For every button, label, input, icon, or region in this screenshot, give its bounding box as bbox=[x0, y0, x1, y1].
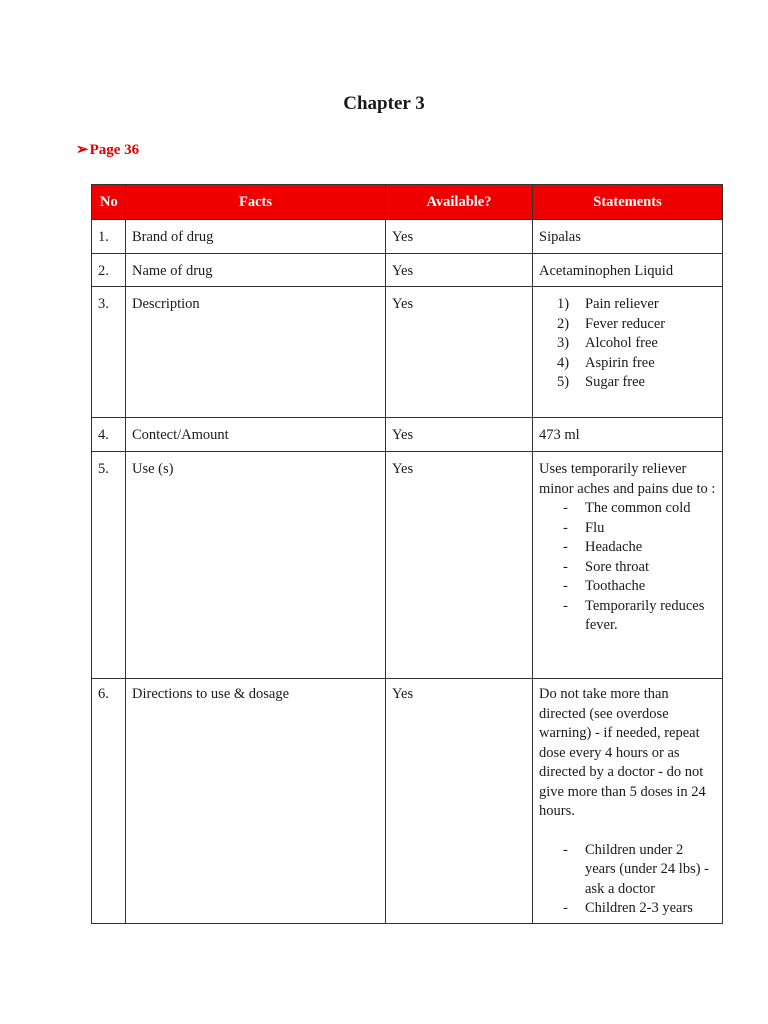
list-item: 3) Alcohol free bbox=[557, 335, 658, 351]
row-number: 2. bbox=[92, 254, 126, 287]
table-row bbox=[92, 418, 723, 452]
fact-cell: Brand of drug bbox=[126, 220, 386, 254]
arrow-bullet-icon: ➢ bbox=[76, 142, 89, 158]
row-number: 6. bbox=[92, 679, 126, 924]
available-cell: Yes bbox=[386, 220, 533, 254]
list-item: 4) Aspirin free bbox=[557, 354, 655, 371]
fact-cell: Name of drug bbox=[126, 254, 386, 287]
list-item: 1) Pain reliever bbox=[557, 296, 659, 312]
page-reference-label: Page 36 bbox=[89, 142, 140, 158]
list-item: - Sore throat bbox=[563, 558, 650, 575]
page-title: Chapter 3 bbox=[343, 93, 425, 114]
description-list bbox=[539, 295, 716, 393]
available-cell: Yes bbox=[386, 679, 533, 924]
fact-cell: Contect/Amount bbox=[126, 418, 386, 452]
list-item: 5) Sugar free bbox=[557, 374, 645, 390]
row-number: 4. bbox=[92, 418, 126, 452]
dosage-list bbox=[539, 841, 716, 919]
table-row bbox=[92, 679, 723, 924]
list-item: - Children under 2 years (under 24 lbs) - ask a doctor bbox=[563, 841, 710, 897]
directions-intro: Do not take more than directed (see overdose warning) - if needed, repeat dose every 4 hours or as directed by a doctor - do not give more than 5 doses in 24 hours. bbox=[539, 686, 706, 819]
list-item: - Headache bbox=[563, 539, 643, 555]
statement-cell: 473 ml bbox=[533, 418, 723, 452]
table-header-row bbox=[92, 185, 723, 220]
list-item: - Flu bbox=[563, 519, 605, 536]
statement-cell: Acetaminophen Liquid bbox=[533, 254, 723, 287]
list-item: - Temporarily reduces fever. bbox=[563, 597, 705, 633]
statement-cell bbox=[533, 452, 723, 679]
table-row bbox=[92, 254, 723, 287]
uses-intro: Uses temporarily reliever minor aches and pains due to : bbox=[539, 461, 716, 497]
fact-cell: Use (s) bbox=[126, 452, 386, 679]
available-cell: Yes bbox=[386, 254, 533, 287]
table-row bbox=[92, 220, 723, 254]
fact-cell: Directions to use & dosage bbox=[126, 679, 386, 924]
list-item: - Children 2-3 years bbox=[563, 900, 693, 916]
row-number: 5. bbox=[92, 452, 126, 679]
drug-facts-table bbox=[91, 184, 723, 924]
row-number: 3. bbox=[92, 287, 126, 418]
list-item: - The common cold bbox=[563, 500, 691, 516]
table-row bbox=[92, 287, 723, 418]
available-cell: Yes bbox=[386, 287, 533, 418]
row-number: 1. bbox=[92, 220, 126, 254]
available-cell: Yes bbox=[386, 418, 533, 452]
list-item: - Toothache bbox=[563, 578, 646, 594]
page-reference bbox=[76, 140, 139, 159]
statement-cell bbox=[533, 287, 723, 418]
available-cell: Yes bbox=[386, 452, 533, 679]
list-item: 2) Fever reducer bbox=[557, 315, 666, 332]
header-available: Available? bbox=[386, 185, 533, 220]
uses-list bbox=[539, 499, 716, 636]
table-row bbox=[92, 452, 723, 679]
header-no: No bbox=[92, 185, 126, 220]
header-facts: Facts bbox=[126, 185, 386, 220]
fact-cell: Description bbox=[126, 287, 386, 418]
statement-cell: Sipalas bbox=[533, 220, 723, 254]
statement-cell bbox=[533, 679, 723, 924]
header-statements: Statements bbox=[533, 185, 723, 220]
